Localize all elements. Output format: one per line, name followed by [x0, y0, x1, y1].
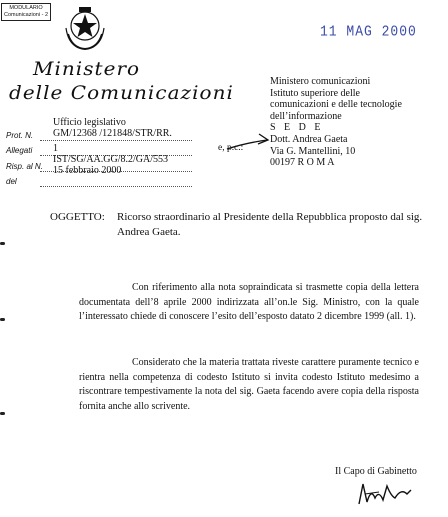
body-paragraph-2: Considerato che la materia trattata riveste carattere puramente tecnico e rientra nella competenza di codesto Istituto si invita codesto Istituto medesimo a riscontrare tempestivamente la nota del sig. Gaeta facendo avere copia della risposta fornita anche allo scrivente. — [79, 357, 419, 412]
form-label-line1: MODULARIO — [9, 5, 43, 11]
recipient-line: Ministero comunicazioni — [270, 76, 371, 87]
prot-label: Prot. N. — [6, 131, 34, 140]
body-paragraph-1: Con riferimento alla nota sopraindicata si trasmette copia della lettera documentata dell’8 aprile 2000 indirizzata all’on.le Sig. Ministro, con la quale l’interessato chiede di conoscere l’esito dell’esposto datato 2 dicembre 1999 (all. 1). — [79, 282, 419, 323]
recipient-line: dell’informazione — [270, 110, 342, 122]
recipient-line: comunicazioni e delle tecnologie — [270, 99, 402, 111]
attachments-label: Allegati — [6, 146, 33, 155]
attachments-value: 1 — [53, 143, 58, 154]
punch-mark — [0, 412, 5, 415]
reply-value: IST/SG/AA.GG/8.2/GA/553 — [53, 154, 169, 165]
received-date-stamp: 11 MAG 2000 — [320, 22, 417, 41]
signature-scribble — [355, 476, 415, 508]
subject-label: OGGETTO: — [50, 211, 105, 223]
form-label — [1, 3, 51, 21]
reply-label: Risp. al N. — [6, 162, 43, 171]
recipient-line: Via G. Mantellini, 10 — [270, 145, 356, 157]
punch-mark — [0, 242, 5, 245]
punch-mark — [0, 318, 5, 321]
recipient-line: 00197 R O M A — [270, 157, 335, 169]
office-name: Ufficio legislativo — [53, 117, 126, 128]
date-dotted-line — [40, 186, 192, 187]
reply-date: 15 febbraio 2000 — [53, 165, 122, 176]
subject-text: Ricorso straordinario al Presidente della Repubblica proposto dal sig. Andrea Gaeta. — [117, 211, 423, 238]
italian-emblem-icon — [62, 4, 108, 52]
recipient-line: Dott. Andrea Gaeta — [270, 133, 348, 145]
arrow-icon — [225, 131, 273, 155]
ministry-logo-line2: delle Comunicazioni — [9, 82, 234, 104]
prot-dotted-line — [40, 140, 192, 141]
recipient-line: S E D E — [270, 122, 324, 134]
recipient-address — [270, 76, 402, 169]
signer-title: Il Capo di Gabinetto — [335, 466, 417, 477]
ministry-logo-line1: Ministero — [33, 58, 141, 80]
cc-label: e, p.c.: — [218, 143, 244, 153]
form-label-line2: Comunicazioni - 2 — [3, 12, 49, 18]
recipient-line: Istituto superiore delle — [270, 87, 360, 99]
prot-value: GM/12368 /121848/STR/RR. — [53, 128, 172, 139]
date-label: del — [6, 177, 17, 186]
